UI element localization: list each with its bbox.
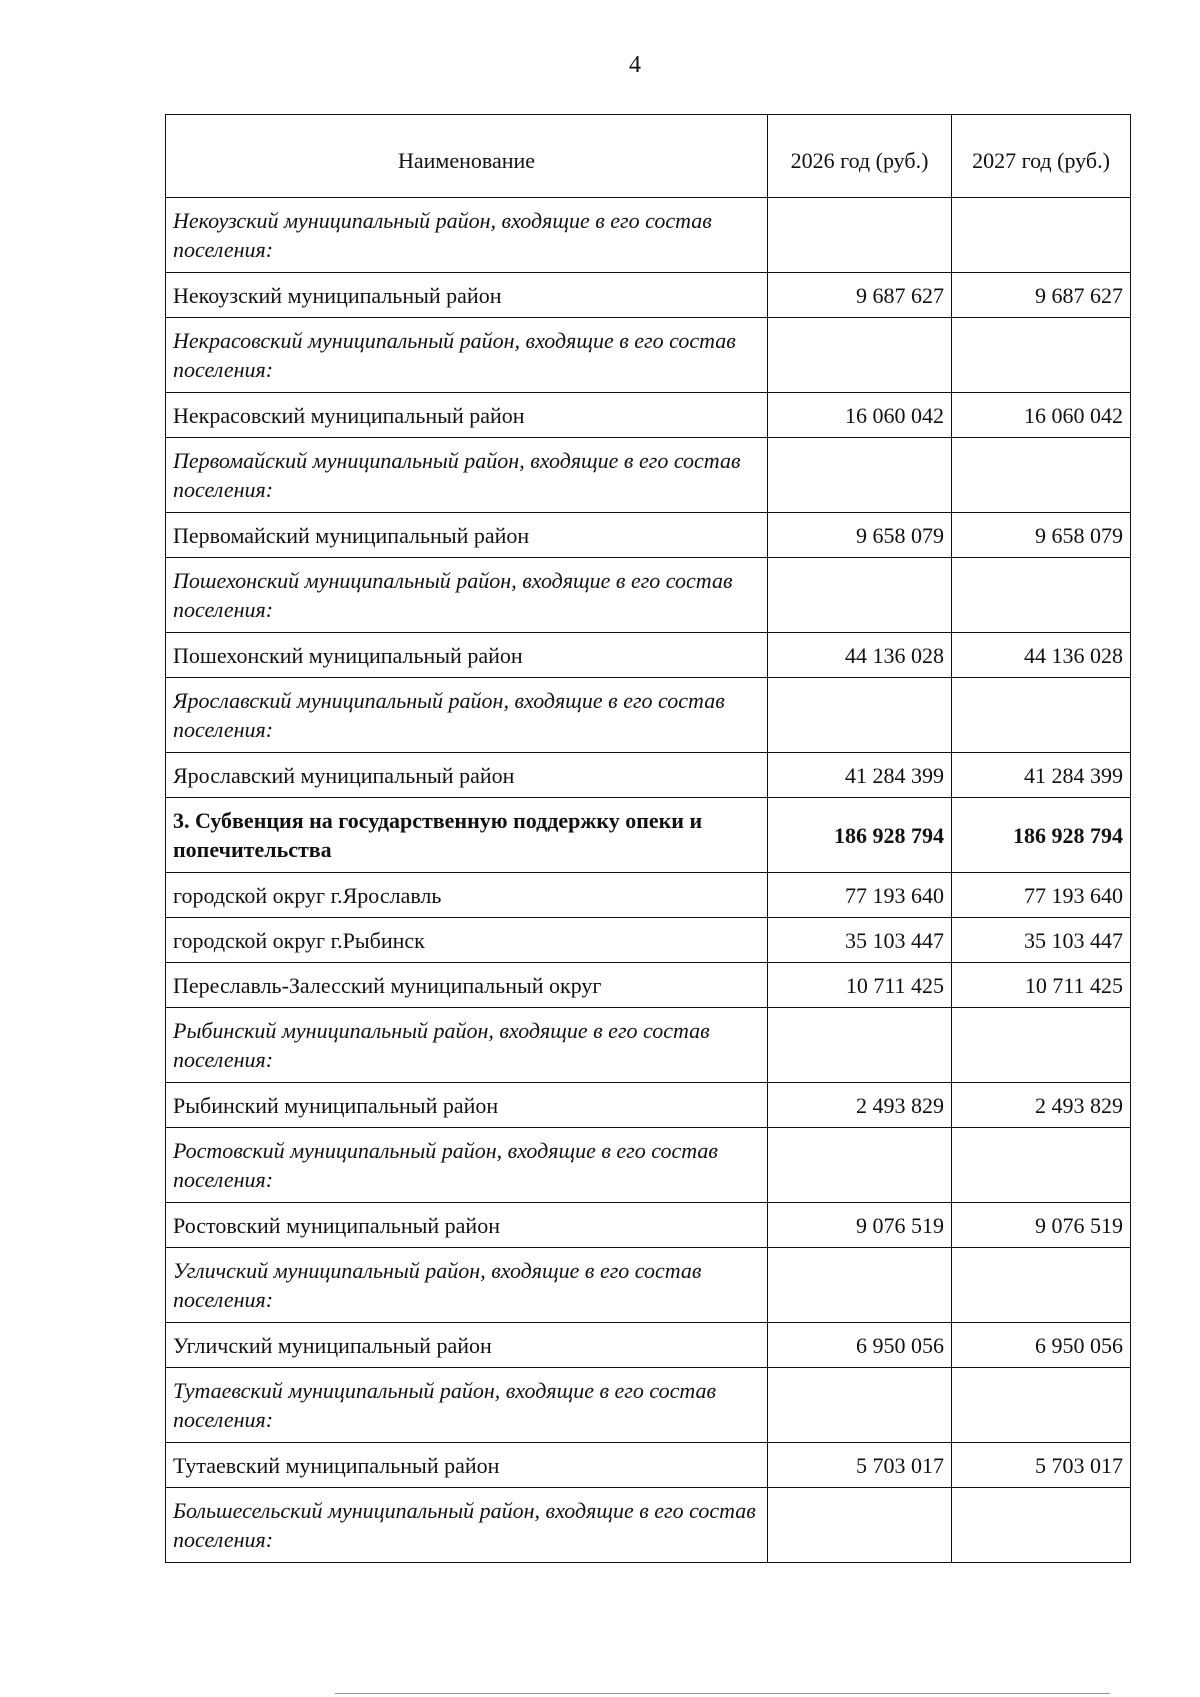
group-heading-row xyxy=(166,198,1131,273)
group-heading-row xyxy=(166,558,1131,633)
row-name-cell: Некрасовский муниципальный район, входящие в его состав поселения: xyxy=(166,318,768,393)
row-value-2026-cell: 9 687 627 xyxy=(768,273,952,318)
row-name-cell: Большесельский муниципальный район, входящие в его состав поселения: xyxy=(166,1488,768,1563)
table-row xyxy=(166,918,1131,963)
group-heading-row xyxy=(166,1368,1131,1443)
row-name-cell: Угличский муниципальный район xyxy=(166,1323,768,1368)
row-value-2027-cell: 10 711 425 xyxy=(952,963,1131,1008)
row-value-2026-cell xyxy=(768,558,952,633)
row-name-cell: Некрасовский муниципальный район xyxy=(166,393,768,438)
row-value-2027-cell: 9 658 079 xyxy=(952,513,1131,558)
row-value-2026-cell: 77 193 640 xyxy=(768,873,952,918)
row-value-2027-cell xyxy=(952,438,1131,513)
table-row xyxy=(166,1083,1131,1128)
row-value-2027-cell: 16 060 042 xyxy=(952,393,1131,438)
header-name: Наименование xyxy=(166,115,768,198)
row-value-2026-cell xyxy=(768,678,952,753)
row-name-cell: 3. Субвенция на государственную поддержку опеки и попечительства xyxy=(166,798,768,873)
row-value-2026-cell: 2 493 829 xyxy=(768,1083,952,1128)
row-value-2027-cell: 77 193 640 xyxy=(952,873,1131,918)
row-value-2027-cell: 44 136 028 xyxy=(952,633,1131,678)
table-row xyxy=(166,873,1131,918)
row-value-2027-cell xyxy=(952,1128,1131,1203)
row-value-2026-cell xyxy=(768,1248,952,1323)
row-value-2027-cell: 2 493 829 xyxy=(952,1083,1131,1128)
row-name-cell: Тутаевский муниципальный район, входящие в его состав поселения: xyxy=(166,1368,768,1443)
group-heading-row xyxy=(166,678,1131,753)
row-value-2027-cell xyxy=(952,1368,1131,1443)
row-name-cell: Первомайский муниципальный район, входящие в его состав поселения: xyxy=(166,438,768,513)
row-value-2026-cell: 5 703 017 xyxy=(768,1443,952,1488)
row-name-cell: Угличский муниципальный район, входящие в его состав поселения: xyxy=(166,1248,768,1323)
row-value-2027-cell xyxy=(952,678,1131,753)
row-value-2027-cell: 186 928 794 xyxy=(952,798,1131,873)
row-value-2026-cell: 44 136 028 xyxy=(768,633,952,678)
row-name-cell: Некоузский муниципальный район xyxy=(166,273,768,318)
row-value-2027-cell: 5 703 017 xyxy=(952,1443,1131,1488)
row-value-2026-cell xyxy=(768,198,952,273)
row-name-cell: Ярославский муниципальный район xyxy=(166,753,768,798)
row-name-cell: Ростовский муниципальный район xyxy=(166,1203,768,1248)
row-name-cell: Первомайский муниципальный район xyxy=(166,513,768,558)
row-value-2026-cell: 9 658 079 xyxy=(768,513,952,558)
group-heading-row xyxy=(166,1008,1131,1083)
row-value-2026-cell xyxy=(768,438,952,513)
table-row xyxy=(166,633,1131,678)
row-value-2027-cell: 9 687 627 xyxy=(952,273,1131,318)
row-value-2027-cell: 35 103 447 xyxy=(952,918,1131,963)
row-name-cell: Пошехонский муниципальный район, входящие в его состав поселения: xyxy=(166,558,768,633)
table-body xyxy=(166,198,1131,1563)
row-name-cell: Переславль-Залесский муниципальный округ xyxy=(166,963,768,1008)
row-value-2027-cell xyxy=(952,1488,1131,1563)
row-value-2026-cell: 9 076 519 xyxy=(768,1203,952,1248)
row-name-cell: Рыбинский муниципальный район xyxy=(166,1083,768,1128)
row-value-2026-cell xyxy=(768,1368,952,1443)
row-value-2027-cell: 9 076 519 xyxy=(952,1203,1131,1248)
group-heading-row xyxy=(166,318,1131,393)
row-value-2026-cell: 10 711 425 xyxy=(768,963,952,1008)
group-heading-row xyxy=(166,1128,1131,1203)
table-row xyxy=(166,273,1131,318)
row-value-2026-cell: 16 060 042 xyxy=(768,393,952,438)
row-value-2026-cell xyxy=(768,1488,952,1563)
table-row xyxy=(166,963,1131,1008)
row-name-cell: Ярославский муниципальный район, входящие в его состав поселения: xyxy=(166,678,768,753)
row-value-2026-cell xyxy=(768,318,952,393)
row-name-cell: Рыбинский муниципальный район, входящие в его состав поселения: xyxy=(166,1008,768,1083)
header-year-2026: 2026 год (руб.) xyxy=(768,115,952,198)
row-value-2027-cell: 41 284 399 xyxy=(952,753,1131,798)
group-heading-row xyxy=(166,1488,1131,1563)
row-name-cell: Тутаевский муниципальный район xyxy=(166,1443,768,1488)
table-row xyxy=(166,393,1131,438)
row-value-2026-cell: 35 103 447 xyxy=(768,918,952,963)
row-value-2027-cell xyxy=(952,558,1131,633)
row-value-2027-cell: 6 950 056 xyxy=(952,1323,1131,1368)
table-header-row xyxy=(166,115,1131,198)
row-name-cell: Ростовский муниципальный район, входящие в его состав поселения: xyxy=(166,1128,768,1203)
page-number: 4 xyxy=(629,52,641,78)
group-heading-row xyxy=(166,1248,1131,1323)
page-bottom-rule xyxy=(335,1693,1110,1694)
row-value-2026-cell xyxy=(768,1008,952,1083)
row-value-2026-cell: 6 950 056 xyxy=(768,1323,952,1368)
row-value-2026-cell xyxy=(768,1128,952,1203)
section-heading-row xyxy=(166,798,1131,873)
header-year-2027: 2027 год (руб.) xyxy=(952,115,1131,198)
row-name-cell: Пошехонский муниципальный район xyxy=(166,633,768,678)
row-value-2027-cell xyxy=(952,1248,1131,1323)
table-row xyxy=(166,1323,1131,1368)
group-heading-row xyxy=(166,438,1131,513)
row-name-cell: Некоузский муниципальный район, входящие в его состав поселения: xyxy=(166,198,768,273)
row-value-2026-cell: 41 284 399 xyxy=(768,753,952,798)
row-value-2027-cell xyxy=(952,318,1131,393)
row-value-2027-cell xyxy=(952,198,1131,273)
table-row xyxy=(166,1443,1131,1488)
row-name-cell: городской округ г.Рыбинск xyxy=(166,918,768,963)
budget-table xyxy=(165,114,1131,1563)
table-row xyxy=(166,513,1131,558)
row-value-2026-cell: 186 928 794 xyxy=(768,798,952,873)
table-row xyxy=(166,753,1131,798)
row-name-cell: городской округ г.Ярославль xyxy=(166,873,768,918)
row-value-2027-cell xyxy=(952,1008,1131,1083)
table-row xyxy=(166,1203,1131,1248)
